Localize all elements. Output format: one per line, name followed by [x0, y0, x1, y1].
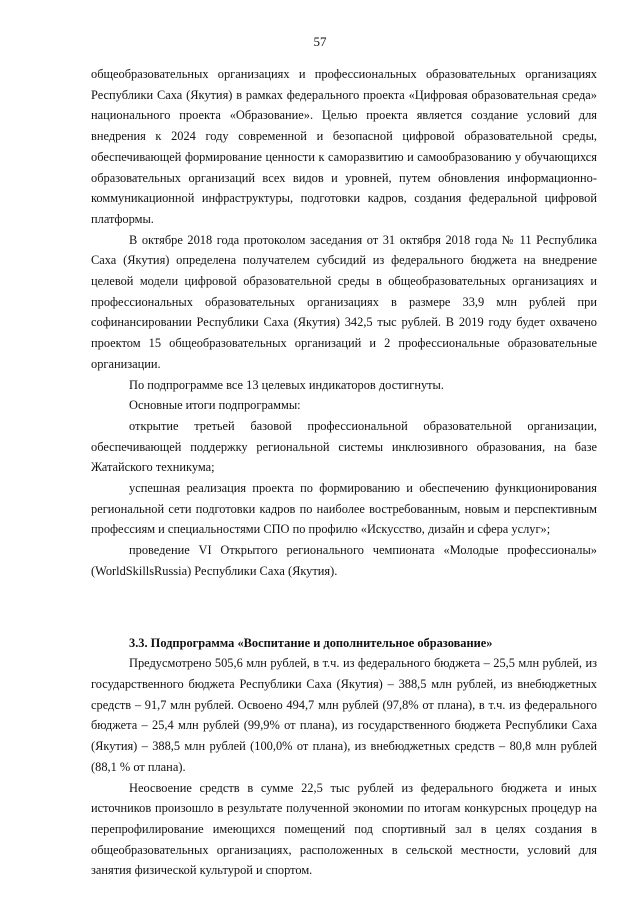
paragraph: По подпрограмме все 13 целевых индикаторов достигнуты.: [129, 377, 444, 392]
paragraph: проведение VI Открытого регионального чемпионата «Молодые профессионалы» (WorldSkillsRussia) Республики Саха (Якутия).: [91, 543, 597, 578]
paragraph: Основные итоги подпрограммы:: [129, 398, 301, 413]
paragraphs-before-section: [91, 64, 597, 582]
paragraph: В октябре 2018 года протоколом заседания от 31 октября 2018 года № 11 Республика Саха (Якутия) определена получателем субсидий из федерального бюджета на внедрение целевой модели цифровой образовательной среды в общеобразовательных организациях и профессиональных образовательных организациях в размере 33,9 млн рублей при софинансировании Республики Саха (Якутия) 342,5 тыс рублей. В 2019 году будет охвачено проектом 15 общеобразовательных организаций и 2 профессиональные образовательные организации.: [91, 232, 597, 371]
section-gap: [91, 582, 597, 633]
paragraphs-after-section: [91, 653, 597, 881]
paragraph: Предусмотрено 505,6 млн рублей, в т.ч. из федерального бюджета – 25,5 млн рублей, из государственного бюджета Республики Саха (Якутия) – 388,5 млн рублей, из внебюджетных средств – 91,7 млн рублей. Освоено 494,7 млн рублей (97,8% от плана), в т.ч. из федерального бюджета – 25,4 млн рублей (99,9% от плана), из государственного бюджета Республики Саха (Якутия) – 388,5 млн рублей (100,0% от плана), из внебюджетных средств – 80,8 млн рублей (88,1 % от плана).: [91, 656, 597, 774]
paragraph: открытие третьей базовой профессиональной образовательной организации, обеспечивающей поддержку региональной системы инклюзивного образования, на базе Жатайского техникума;: [91, 418, 597, 475]
paragraph: Неосвоение средств в сумме 22,5 тыс рублей из федерального бюджета и иных источников произошло в результате полученной экономии по итогам конкурсных процедур на перепрофилирование имеющихся помещений под спортивный зал в целях создания в общеобразовательных организациях, расположенных в сельской местности, условий для занятия физической культурой и спортом.: [91, 780, 597, 878]
paragraph: общеобразовательных организациях и профессиональных образовательных организациях Республики Саха (Якутия) в рамках федерального проекта «Цифровая образовательная среда» национального проекта «Образование». Целью проекта является создание условий для внедрения к 2024 году современной и безопасной цифровой образовательной среды, обеспечивающей формирование ценности к саморазвитию и самообразованию у обучающихся образовательных организаций всех видов и уровней, путем обновления информационно-коммуникационной инфраструктуры, подготовки кадров, создания федеральной цифровой платформы.: [91, 67, 597, 226]
section-heading: 3.3. Подпрограмма «Воспитание и дополнительное образование»: [129, 635, 493, 650]
document-body: [91, 64, 597, 881]
paragraph: успешная реализация проекта по формированию и обеспечению функционирования региональной сети подготовки кадров по наиболее востребованным, новым и перспективным профессиям и специальностями СПО по профилю «Искусство, дизайн и сфера услуг»;: [91, 481, 597, 537]
page-number: 57: [313, 34, 327, 49]
